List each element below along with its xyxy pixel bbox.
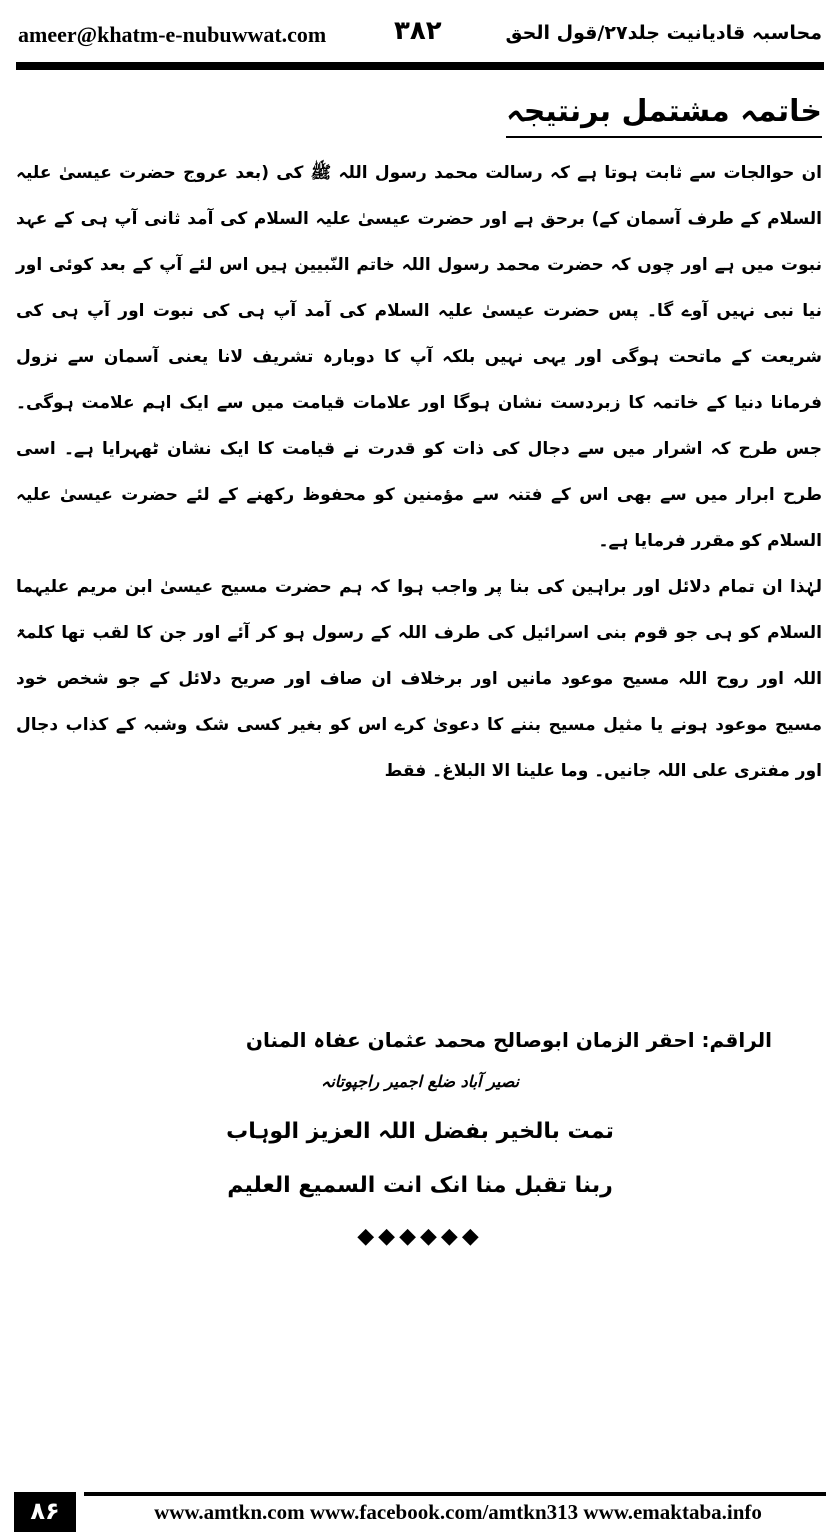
header-email[interactable]: ameer@khatm-e-nubuwwat.com [18,22,327,47]
page-footer [14,1492,826,1532]
closing-line: تمت بالخیر بفضل اللہ العزیز الوہاب [226,1119,614,1144]
header-rule [16,62,824,70]
paragraph-2: لہٰذا ان تمام دلائل اور براہین کی بنا پر واجب ہوا کہ ہم حضرت مسیح عیسیٰ ابن مریم علیہما السلام کو ہی جو قوم بنی اسرائیل کی طرف اللہ کے رسول ہو کر آئے اور جن کا لقب تھا کلمۃ اللہ اور روح اللہ مسیح موعود مانیں اور برخلاف ان صاف اور صریح دلائل کے جو شخص خود مسیح موعود ہونے یا مثیل مسیح بننے کا دعویٰ کرے اس کو بغیر کسی شک وشبہ کے کذاب دجال اور مفتری علی اللہ جانیں۔ وما علینا الا البلاغ۔ فقط [16,577,822,781]
header-page-number: ۳۸۲ [394,16,442,46]
footer-rule [84,1492,826,1496]
section-heading: خاتمہ مشتمل برنتیجہ [506,90,822,138]
page-header [14,14,826,54]
footer-links[interactable]: www.amtkn.com www.facebook.com/amtkn313 www.emaktaba.info [154,1500,762,1524]
body-text [16,150,822,794]
paragraph-1: ان حوالجات سے ثابت ہوتا ہے کہ رسالت محمد رسول اللہ ﷺ کی (بعد عروج حضرت عیسیٰ علیہ السلام کے طرف آسمان کے) برحق ہے اور حضرت عیسیٰ علیہ السلام کی آمد ثانی آپ ہی کے عہد نبوت میں ہے اور چوں کہ حضرت محمد رسول اللہ خاتم النّبیین ہیں اس لئے آپ کے بعد کوئی اور نیا نبی نہیں آوے گا۔ پس حضرت عیسیٰ علیہ السلام کی آمد آپ ہی کی نبوت اور آپ ہی کی شریعت کے ماتحت ہوگی اور یہی نہیں بلکہ آپ کا دوبارہ تشریف لانا یعنی آسمان سے نزول فرمانا دنیا کے خاتمہ کا زبردست نشان ہوگا اور علامات قیامت میں سے ایک اہم علامت ہوگی۔ جس طرح کہ اشرار میں سے دجال کی ذات کو قدرت نے قیامت کا ایک نشان ٹھہرایا ہے۔ اسی طرح ابرار میں سے بھی اس کے فتنہ سے مؤمنین کو محفوظ رکھنے کے لئے حضرت عیسیٰ علیہ السلام کو مقرر فرمایا ہے۔ [16,163,822,551]
ornament-diamonds: ◆◆◆◆◆◆ [357,1224,483,1249]
header-book-title: محاسبہ قادیانیت جلد۲۷/قول الحق [505,22,822,44]
signature-place: نصیر آباد ضلع اجمیر راجپوتانہ [320,1072,520,1091]
signature-block [16,1020,824,1262]
closing-prayer: ربنا تقبل منا انک انت السمیع العلیم [227,1173,613,1198]
signature-author: الراقم: احقر الزمان ابوصالح محمد عثمان عفاہ المنان [245,1028,772,1052]
footer-page-number: ۸۶ [14,1492,76,1532]
